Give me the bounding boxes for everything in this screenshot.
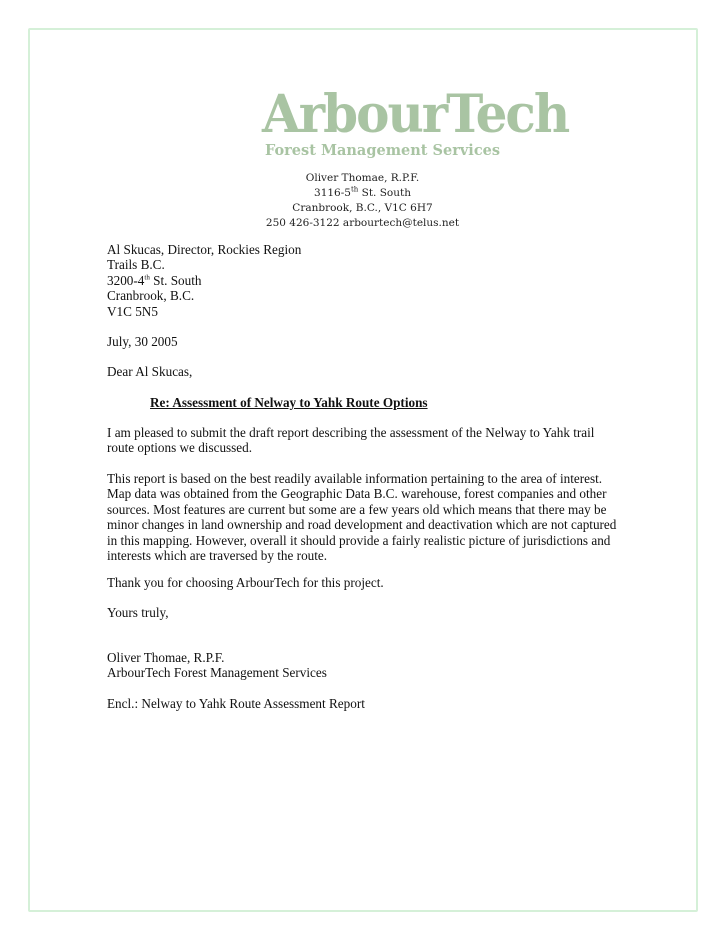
signature-block <box>107 650 627 681</box>
paragraph-1 <box>107 425 627 456</box>
sender-name: Oliver Thomae, R.P.F. <box>305 172 420 184</box>
paragraph-line: route options we discussed. <box>107 440 253 456</box>
sender-city: Cranbrook, B.C., V1C 6H7 <box>292 202 433 214</box>
recipient-line1: Al Skucas, Director, Rockies Region <box>107 242 302 257</box>
enclosure-line: Encl.: Nelway to Yahk Route Assessment Report <box>107 696 365 711</box>
recipient-street: 3200-4th St. South <box>107 272 202 288</box>
recipient-city: Cranbrook, B.C. <box>107 288 195 304</box>
letterhead-address <box>240 171 485 231</box>
paragraph-line: interests which are traversed by the route. <box>107 548 328 564</box>
recipient-line2: Trails B.C. <box>107 257 165 273</box>
arbourtech-logo <box>262 82 569 160</box>
subject-line: Re: Assessment of Nelway to Yahk Route Options <box>150 395 428 410</box>
closing: Yours truly, <box>107 605 169 620</box>
logo-tagline: Forest Management Services <box>265 142 501 159</box>
sender-street: 3116-5th St. South <box>314 185 411 199</box>
signature-company: ArbourTech Forest Management Services <box>107 665 327 681</box>
paragraph-line: minor changes in land ownership and road development and deactivation which are not captured <box>107 517 617 533</box>
paragraph-line: I am pleased to submit the draft report describing the assessment of the Nelway to Yahk trail <box>107 425 595 440</box>
paragraph-line: sources. Most features are current but some are a few years old which means that there may be <box>107 501 607 517</box>
paragraph-line: This report is based on the best readily available information pertaining to the area of interest. <box>107 471 603 486</box>
letter-date: July, 30 2005 <box>107 334 178 349</box>
signature-name: Oliver Thomae, R.P.F. <box>107 650 225 665</box>
paragraph-3: Thank you for choosing ArbourTech for this project. <box>107 575 384 590</box>
sender-contact: 250 426-3122 arbourtech@telus.net <box>265 217 460 229</box>
paragraph-2 <box>107 471 627 563</box>
page-border <box>28 28 698 912</box>
recipient-postal: V1C 5N5 <box>107 303 158 319</box>
logo-wordmark: ArbourTech <box>262 82 569 145</box>
salutation: Dear Al Skucas, <box>107 364 193 379</box>
recipient-address <box>107 242 627 319</box>
paragraph-line: in this mapping. However, overall it should provide a fairly realistic picture of jurisdictions and <box>107 532 611 548</box>
paragraph-line: Map data was obtained from the Geographic Data B.C. warehouse, forest companies and other <box>107 486 607 502</box>
